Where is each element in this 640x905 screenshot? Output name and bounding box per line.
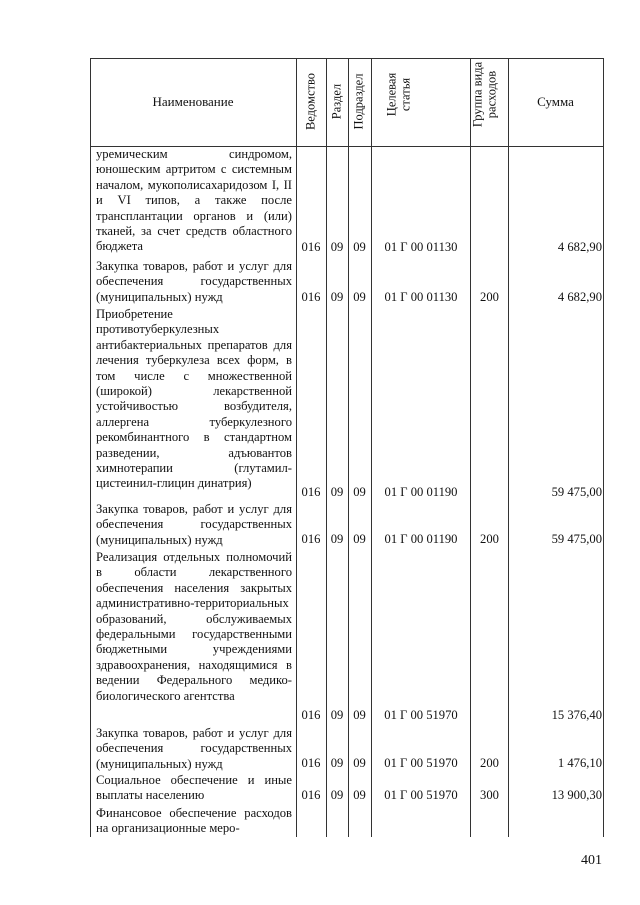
cell-celevaya: 01 Г 00 01190	[384, 532, 458, 546]
table-row-name: Реализация отдельных полномочий в области лекарственного обеспечения населения закрытых административно-территориальных образований, обслуживаемых федеральными государственными бюджетными учреждениями здравоохранения, находящимися в ведении Федерального медико-биологического агентства	[96, 550, 292, 703]
cell-vedomstvo: 016	[301, 290, 321, 304]
header-celevaya-line2: статья	[398, 77, 413, 112]
cell-vedomstvo: 016	[301, 708, 321, 722]
cell-podrazdel: 09	[353, 756, 366, 770]
col-border	[603, 58, 604, 837]
cell-razdel: 09	[330, 240, 344, 254]
cell-celevaya: 01 Г 00 51970	[384, 756, 458, 770]
table-row-name: Закупка товаров, работ и услуг для обеспечения государственных (муниципальных) нужд	[96, 726, 292, 771]
cell-razdel: 09	[330, 788, 344, 802]
cell-celevaya: 01 Г 00 01190	[384, 485, 458, 499]
cell-summa: 59 475,00	[551, 485, 602, 499]
cell-vedomstvo: 016	[301, 240, 321, 254]
cell-vedomstvo: 016	[301, 788, 321, 802]
header-vedomstvo: Ведомство	[303, 72, 318, 131]
cell-gruppa: 200	[480, 290, 499, 304]
table-top-border	[90, 58, 604, 59]
cell-razdel: 09	[330, 756, 344, 770]
header-name: Наименование	[152, 94, 234, 109]
cell-razdel: 09	[330, 290, 344, 304]
cell-vedomstvo: 016	[301, 532, 321, 546]
header-razdel: Раздел	[329, 83, 344, 120]
cell-summa: 4 682,90	[557, 240, 602, 254]
cell-podrazdel: 09	[353, 240, 366, 254]
table-row-name: Приобретение противотуберкулезных антибактериальных препаратов для лечения туберкулеза всех форм, в том числе с множественной (широкой) лекарственной устойчивостью возбудителя, аллергена туберкулезного рекомбинантного в стандартном разведении, адъювантов химнотерапии (глутамил-цистеинил-глицин динатрия)	[96, 307, 292, 491]
cell-podrazdel: 09	[353, 290, 366, 304]
cell-razdel: 09	[330, 485, 344, 499]
cell-gruppa: 300	[480, 788, 499, 802]
cell-podrazdel: 09	[353, 532, 366, 546]
cell-celevaya: 01 Г 00 51970	[384, 708, 458, 722]
cell-razdel: 09	[330, 708, 344, 722]
page-number: 401	[581, 853, 602, 868]
header-celevaya	[380, 72, 462, 117]
cell-vedomstvo: 016	[301, 485, 321, 499]
table-row-name: Социальное обеспечение и иные выплаты населению	[96, 773, 292, 803]
cell-podrazdel: 09	[353, 788, 366, 802]
cell-summa: 15 376,40	[551, 708, 602, 722]
cell-razdel: 09	[330, 532, 344, 546]
cell-gruppa: 200	[480, 756, 499, 770]
header-gruppa-line1: Группа вида	[470, 61, 485, 128]
col-border	[90, 58, 91, 837]
header-celevaya-line1: Целевая	[384, 72, 399, 117]
cell-gruppa: 200	[480, 532, 499, 546]
table-row-name: Закупка товаров, работ и услуг для обеспечения государственных (муниципальных) нужд	[96, 259, 292, 304]
cell-summa: 13 900,30	[551, 788, 602, 802]
cell-podrazdel: 09	[353, 485, 366, 499]
header-podrazdel: Подраздел	[351, 73, 366, 130]
cell-summa: 1 476,10	[557, 756, 602, 770]
cell-celevaya: 01 Г 00 01130	[384, 240, 458, 254]
cell-summa: 59 475,00	[551, 532, 602, 546]
header-gruppa	[470, 61, 508, 128]
header-gruppa-line2: расходов	[484, 70, 499, 119]
table-row-name: уремическим синдромом, юношеским артритом с системным началом, мукополисахаридозом I, II и VI типов, а также после трансплантации органов и (или) тканей, за счет средств областного бюджета	[96, 147, 292, 254]
cell-celevaya: 01 Г 00 01130	[384, 290, 458, 304]
cell-podrazdel: 09	[353, 708, 366, 722]
table-row-name: Закупка товаров, работ и услуг для обеспечения государственных (муниципальных) нужд	[96, 502, 292, 547]
cell-summa: 4 682,90	[557, 290, 602, 304]
table-row-name: Финансовое обеспечение расходов на организационные меро-	[96, 806, 292, 836]
cell-celevaya: 01 Г 00 51970	[384, 788, 458, 802]
col-border	[470, 58, 471, 837]
header-summa: Сумма	[537, 94, 574, 109]
cell-vedomstvo: 016	[301, 756, 321, 770]
